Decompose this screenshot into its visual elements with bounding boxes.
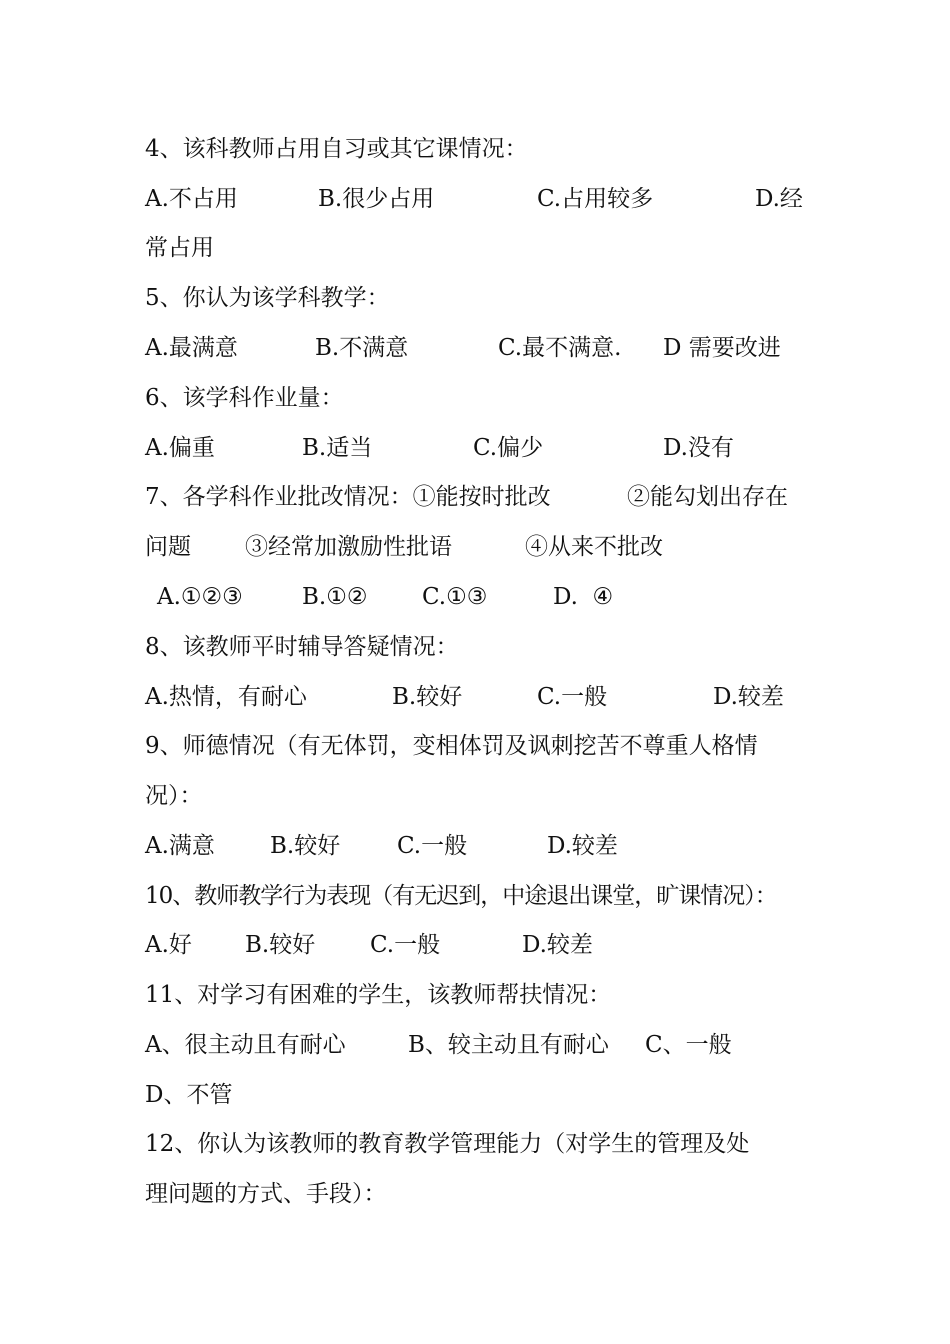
question-7-line-1: 7、各学科作业批改情况：①能按时批改 [145,484,551,510]
question-7-line-2a: 问题 [145,534,191,560]
question-9-line-2: 况）： [145,783,203,809]
q11-option-b: B、较主动且有耐心 [408,1032,609,1058]
q10-option-c: C.一般 [370,932,441,958]
question-12-line-2: 理问题的方式、手段）： [145,1181,387,1207]
question-7-line-2c: ④从来不批改 [525,534,663,560]
question-12-line-1: 12、你认为该教师的教育教学管理能力（对学生的管理及处 [145,1131,750,1157]
q9-option-c: C.一般 [397,833,468,859]
question-9-line-1: 9、师德情况（有无体罚，变相体罚及讽刺挖苦不尊重人格情 [145,733,758,759]
q11-option-c: C、一般 [645,1032,732,1058]
q10-option-a: A.好 [145,932,192,958]
q9-option-d: D.较差 [547,833,618,859]
q7-option-b: B.①② [302,584,368,610]
question-7-line-2b: ③经常加激励性批语 [245,534,452,560]
q10-option-d: D.较差 [522,932,593,958]
q10-option-b: B.较好 [245,932,316,958]
q4-option-c: C.占用较多 [537,186,654,212]
q7-option-c: C.①③ [422,584,488,610]
question-11: 11、对学习有困难的学生，该教师帮扶情况： [145,982,612,1008]
q4-option-d-continued: 常占用 [145,235,214,261]
q7-option-d: D. ④ [553,584,614,610]
question-8: 8、该教师平时辅导答疑情况： [145,634,459,660]
q5-option-d: D 需要改进 [663,335,781,361]
q5-option-c: C.最不满意. [498,335,622,361]
q4-option-d: D.经 [755,186,803,212]
question-7-line-1b: ②能勾划出存在 [627,484,788,510]
q5-option-b: B.不满意 [315,335,409,361]
q11-option-d: D、不管 [145,1082,233,1108]
q5-option-a: A.最满意 [145,335,238,361]
q8-option-b: B.较好 [392,684,463,710]
question-4: 4、该科教师占用自习或其它课情况： [145,136,528,162]
q6-option-a: A.偏重 [145,435,215,461]
question-10: 10、教师教学行为表现（有无迟到，中途退出课堂，旷课情况）： [145,883,777,909]
q6-option-b: B.适当 [302,435,373,461]
question-6: 6、该学科作业量： [145,385,344,411]
q6-option-d: D.没有 [663,435,734,461]
q8-option-d: D.较差 [713,684,784,710]
question-5: 5、你认为该学科教学： [145,285,390,311]
q9-option-b: B.较好 [270,833,341,859]
q8-option-a: A.热情，有耐心 [145,684,307,710]
q4-option-b: B.很少占用 [318,186,435,212]
q7-option-a: A.①②③ [157,584,243,610]
q9-option-a: A.满意 [145,833,215,859]
q4-option-a: A.不占用 [145,186,238,212]
q11-option-a: A、很主动且有耐心 [145,1032,346,1058]
q6-option-c: C.偏少 [473,435,544,461]
q8-option-c: C.一般 [537,684,608,710]
